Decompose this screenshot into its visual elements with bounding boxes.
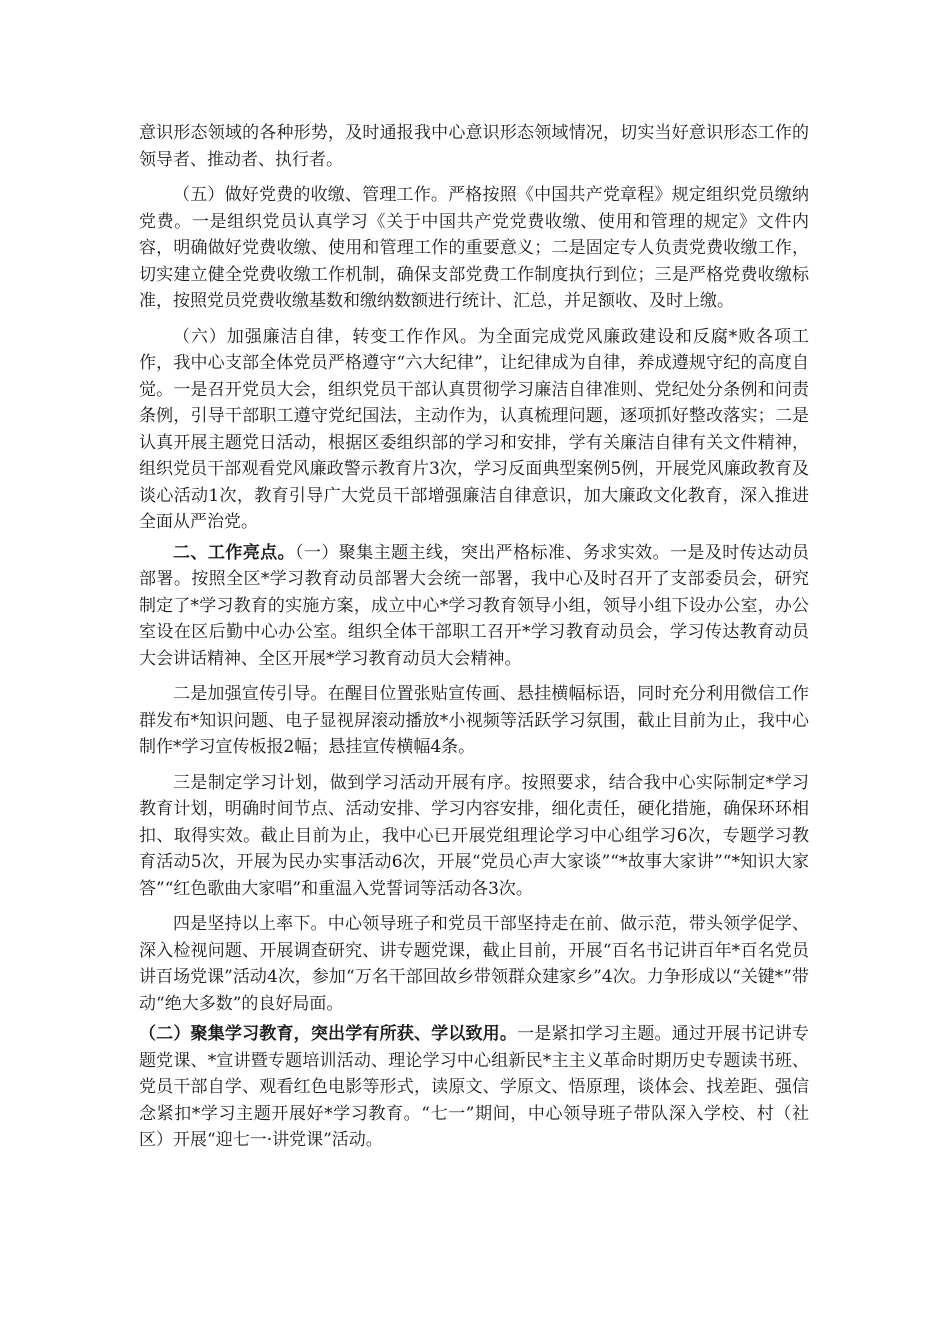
paragraph-study-text: 一是紧扣学习主题。通过开展书记讲专题党课、*宣讲暨专题培训活动、理论学习中心组新民*主主义革命时期历史专题读书班、党员干部自学、观看红色电影等形式，读原文、学原文、悟原理，谈体会、找差距、强信念紧扣*学习主题开展好*学习教育。“七一”期间，中心领导班子带队深入学校、村（社区）开展“迎七一·讲党课”活动。 xyxy=(139,1024,810,1150)
paragraph-lead-by-example: 四是坚持以上率下。中心领导班子和党员干部坚持走在前、做示范，带头领学促学、深入检视问题、开展调查研究、讲专题党课，截止目前，开展“百名书记讲百年*百名党员讲百场党课”活动4次，参加“万名干部回故乡带领群众建家乡”4次。力争形成以“关键*”带动“绝大多数”的良好局面。 xyxy=(139,914,809,1014)
paragraph-integrity: （六）加强廉洁自律，转变工作作风。为全面完成党风廉政建设和反腐*败各项工作，我中心支部全体党员严格遵守“六大纪律”，让纪律成为自律，养成遵规守纪的高度自觉。一是召开党员大会，组织党员干部认真贯彻学习廉洁自律准则、党纪处分条例和问责条例，引导干部职工遵守党纪国法，主动作为，认真梳理问题，逐项抓好整改落实；二是认真开展主题党日活动，根据区委组织部的学习和安排，学有关廉洁自律有关文件精神，组织党员干部观看党风廉政警示教育片3次，学习反面典型案例5例，开展党风廉政教育及谈心活动1次，教育引导广大党员干部增强廉洁自律意识，加大廉政文化教育，深入推进全面从严治党。 xyxy=(139,326,809,532)
paragraph-party-dues: （五）做好党费的收缴、管理工作。严格按照《中国共产党章程》规定组织党员缴纳党费。一是组织党员认真学习《关于中国共产党党费收缴、使用和管理的规定》文件内容，明确做好党费收缴、使用和管理工作的重要意义；二是固定专人负责党费收缴工作，切实建立健全党费收缴工作机制，确保支部党费工作制度执行到位；三是严格党费收缴标准，按照党员党费收缴基数和缴纳数额进行统计、汇总，并足额收、及时上缴。 xyxy=(139,185,809,311)
paragraph-continuation: 意识形态领域的各种形势，及时通报我中心意识形态领域情况，切实当好意识形态工作的领导者、推动者、执行者。 xyxy=(139,123,809,170)
paragraph-publicity: 二是加强宣传引导。在醒目位置张贴宣传画、悬挂横幅标语，同时充分利用微信工作群发布*知识问题、电子显视屏滚动播放*小视频等活跃学习氛围，截止目前为止，我中心制作*学习宣传板报2幅；悬挂宣传横幅4条。 xyxy=(139,684,809,757)
section-heading-highlights: 二、工作亮点。 xyxy=(173,542,296,563)
paragraph-highlights-text: （一）聚集主题主线，突出严格标准、务求实效。一是及时传达动员部署。按照全区*学习教育动员部署大会统一部署，我中心及时召开了支部委员会，研究制定了*学习教育的实施方案，成立中心*学习教育领导小组，领导小组下设办公室，办公室设在区后勤中心办公室。组织全体干部职工召开*学习教育动员会，学习传达教育动员大会讲话精神、全区开展*学习教育动员大会精神。 xyxy=(139,542,810,669)
paragraph-study-plan: 三是制定学习计划，做到学习活动开展有序。按照要求，结合我中心实际制定*学习教育计划，明确时间节点、活动安排、学习内容安排，细化责任，硬化措施，确保环环相扣、取得实效。截止目前为止，我中心已开展党组理论学习中心组学习6次，专题学习教育活动5次，开展为民办实事活动6次，开展“党员心声大家谈”“*故事大家讲”“*知识大家答”“红色歌曲大家唱”和重温入党誓词等活动各3次。 xyxy=(139,772,809,899)
paragraph-study-education xyxy=(139,1021,809,1154)
document-page xyxy=(139,120,809,1154)
paragraph-highlights xyxy=(139,540,809,673)
section-heading-study: （二）聚集学习教育，突出学有所获、学以致用。 xyxy=(139,1024,518,1044)
